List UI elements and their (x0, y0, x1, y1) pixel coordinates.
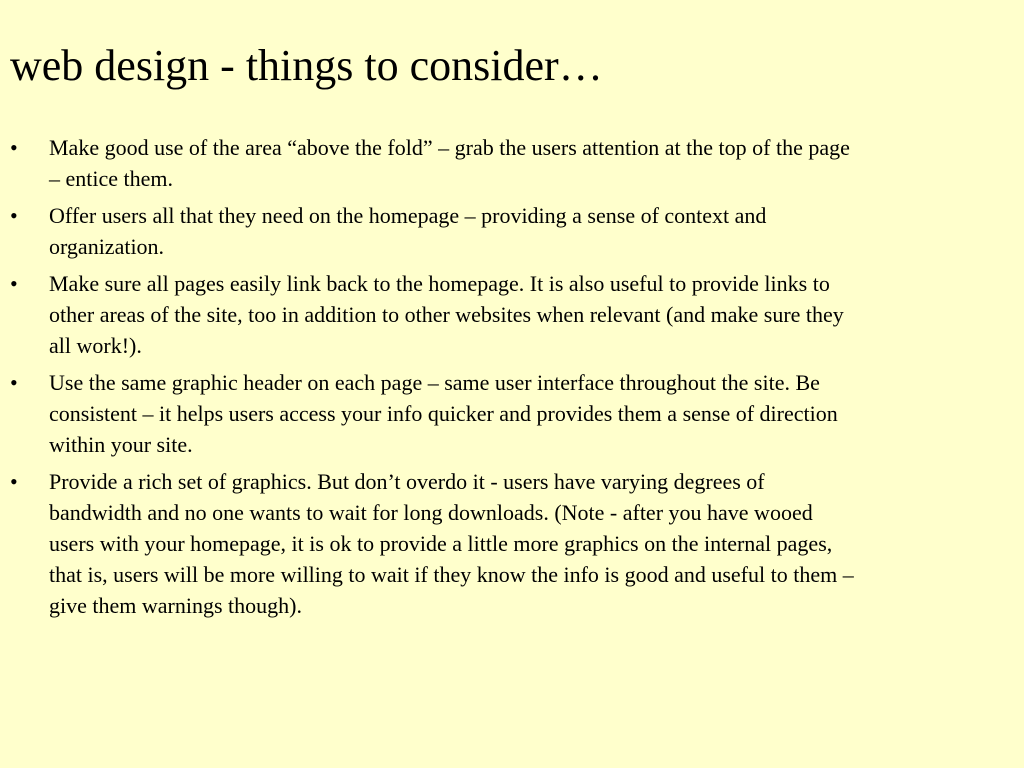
bullet-item (10, 367, 860, 460)
slide-title: web design - things to consider… (10, 41, 603, 90)
bullet-marker: • (10, 135, 18, 160)
bullet-text: Provide a rich set of graphics. But don’t overdo it - users have varying degrees of bandwidth and no one wants to wait for long downloads. (Note - after you have wooed users with your homepage, it is ok to provide a little more graphics on the internal pages, that is, users will be more willing to wait if they know the info is good and useful to them – give them warnings though). (49, 469, 854, 618)
bullet-item (10, 466, 860, 621)
bullet-list (10, 132, 860, 627)
bullet-text: Make sure all pages easily link back to the homepage. It is also useful to provide links to other areas of the site, too in addition to other websites when relevant (and make sure they all work!). (49, 271, 844, 358)
bullet-text: Make good use of the area “above the fold” – grab the users attention at the top of the page – entice them. (49, 135, 850, 191)
bullet-item (10, 132, 860, 194)
bullet-text: Offer users all that they need on the homepage – providing a sense of context and organization. (49, 203, 767, 259)
bullet-text: Use the same graphic header on each page – same user interface throughout the site. Be consistent – it helps users access your info quicker and provides them a sense of direction within your site. (49, 370, 838, 457)
bullet-marker: • (10, 203, 18, 228)
bullet-marker: • (10, 370, 18, 395)
bullet-item (10, 200, 860, 262)
bullet-marker: • (10, 469, 18, 494)
bullet-item (10, 268, 860, 361)
bullet-marker: • (10, 271, 18, 296)
